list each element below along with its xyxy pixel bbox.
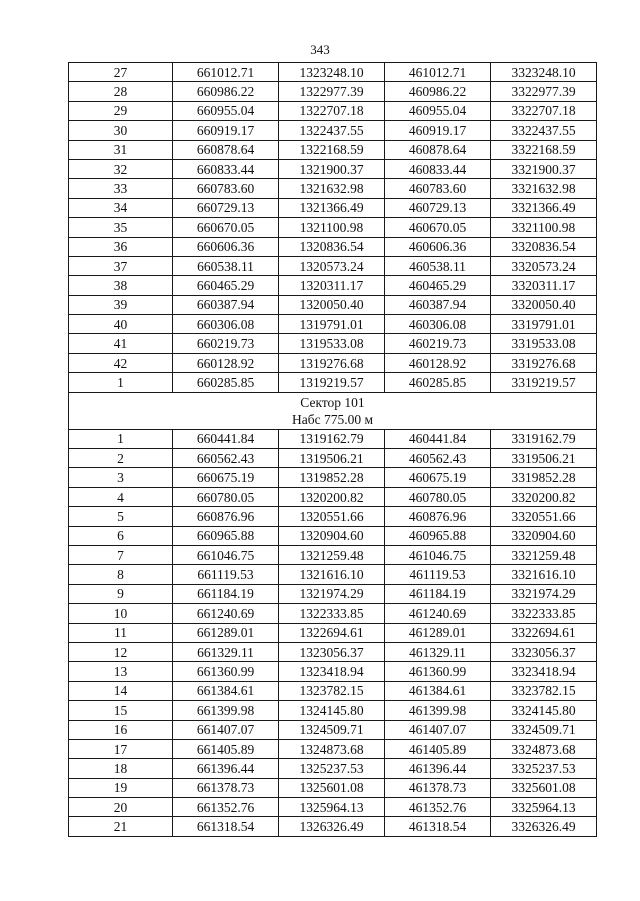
coord-x-cell: 660670.05: [173, 218, 279, 237]
coord-x2-cell: 461329.11: [385, 642, 491, 661]
coord-y-cell: 1320904.60: [279, 526, 385, 545]
coord-y2-cell: 3319506.21: [491, 449, 597, 468]
point-number-cell: 21: [69, 817, 173, 836]
point-number-cell: 40: [69, 315, 173, 334]
coord-x2-cell: 460986.22: [385, 82, 491, 101]
coord-y-cell: 1321366.49: [279, 198, 385, 217]
point-number-cell: 38: [69, 276, 173, 295]
coord-y2-cell: 3321974.29: [491, 584, 597, 603]
coord-y2-cell: 3325601.08: [491, 778, 597, 797]
coord-x2-cell: 460219.73: [385, 334, 491, 353]
coord-x2-cell: 460128.92: [385, 353, 491, 372]
table-row: [69, 101, 597, 120]
point-number-cell: 30: [69, 121, 173, 140]
coord-x2-cell: 460441.84: [385, 429, 491, 448]
coord-x-cell: 660729.13: [173, 198, 279, 217]
coord-x-cell: 660878.64: [173, 140, 279, 159]
table-row: [69, 759, 597, 778]
coord-x-cell: 661046.75: [173, 545, 279, 564]
section-header-row: [69, 392, 597, 429]
coord-y-cell: 1320836.54: [279, 237, 385, 256]
point-number-cell: 5: [69, 507, 173, 526]
coord-x2-cell: 461407.07: [385, 720, 491, 739]
coord-x2-cell: 460465.29: [385, 276, 491, 295]
table-row: [69, 82, 597, 101]
table-row: [69, 353, 597, 372]
coord-y-cell: 1321632.98: [279, 179, 385, 198]
coord-y-cell: 1322437.55: [279, 121, 385, 140]
coord-x2-cell: 461399.98: [385, 701, 491, 720]
coord-x2-cell: 460833.44: [385, 159, 491, 178]
coord-y2-cell: 3320573.24: [491, 256, 597, 275]
coord-x2-cell: 461396.44: [385, 759, 491, 778]
table-row: [69, 140, 597, 159]
coord-y-cell: 1324873.68: [279, 739, 385, 758]
coord-y-cell: 1322707.18: [279, 101, 385, 120]
coord-y2-cell: 3319533.08: [491, 334, 597, 353]
coord-x2-cell: 460606.36: [385, 237, 491, 256]
coord-x2-cell: 460538.11: [385, 256, 491, 275]
table-row: [69, 487, 597, 506]
point-number-cell: 20: [69, 798, 173, 817]
coord-y2-cell: 3326326.49: [491, 817, 597, 836]
point-number-cell: 11: [69, 623, 173, 642]
coord-x-cell: 661360.99: [173, 662, 279, 681]
point-number-cell: 32: [69, 159, 173, 178]
point-number-cell: 3: [69, 468, 173, 487]
coord-y-cell: 1323056.37: [279, 642, 385, 661]
coord-y2-cell: 3319219.57: [491, 373, 597, 392]
coord-x2-cell: 461384.61: [385, 681, 491, 700]
coord-x2-cell: 461184.19: [385, 584, 491, 603]
point-number-cell: 35: [69, 218, 173, 237]
coord-y2-cell: 3325964.13: [491, 798, 597, 817]
coord-y2-cell: 3324873.68: [491, 739, 597, 758]
coordinates-table: [68, 62, 597, 837]
coord-y2-cell: 3319791.01: [491, 315, 597, 334]
coord-y2-cell: 3320050.40: [491, 295, 597, 314]
point-number-cell: 18: [69, 759, 173, 778]
table-row: [69, 642, 597, 661]
point-number-cell: 19: [69, 778, 173, 797]
coord-x2-cell: 461046.75: [385, 545, 491, 564]
table-row: [69, 63, 597, 82]
table-row: [69, 798, 597, 817]
coord-x-cell: 660675.19: [173, 468, 279, 487]
coord-y2-cell: 3321632.98: [491, 179, 597, 198]
coord-y2-cell: 3320836.54: [491, 237, 597, 256]
coord-x2-cell: 460675.19: [385, 468, 491, 487]
point-number-cell: 7: [69, 545, 173, 564]
table-row: [69, 315, 597, 334]
table-row: [69, 468, 597, 487]
page-number: 343: [310, 42, 330, 57]
table-row: [69, 662, 597, 681]
coord-x2-cell: 460562.43: [385, 449, 491, 468]
table-row: [69, 276, 597, 295]
coord-x-cell: 660387.94: [173, 295, 279, 314]
coord-x2-cell: 460306.08: [385, 315, 491, 334]
coord-y2-cell: 3323248.10: [491, 63, 597, 82]
coord-y-cell: 1319162.79: [279, 429, 385, 448]
coord-y2-cell: 3320200.82: [491, 487, 597, 506]
table-row: [69, 295, 597, 314]
table-row: [69, 179, 597, 198]
coord-y-cell: 1321259.48: [279, 545, 385, 564]
coord-x2-cell: 461289.01: [385, 623, 491, 642]
table-row: [69, 121, 597, 140]
table-row: [69, 565, 597, 584]
coord-x-cell: 660955.04: [173, 101, 279, 120]
coord-y-cell: 1321974.29: [279, 584, 385, 603]
point-number-cell: 12: [69, 642, 173, 661]
coord-x2-cell: 460878.64: [385, 140, 491, 159]
point-number-cell: 31: [69, 140, 173, 159]
point-number-cell: 33: [69, 179, 173, 198]
coord-x-cell: 661012.71: [173, 63, 279, 82]
coord-y-cell: 1319533.08: [279, 334, 385, 353]
coord-y2-cell: 3322168.59: [491, 140, 597, 159]
point-number-cell: 39: [69, 295, 173, 314]
coord-x-cell: 661240.69: [173, 604, 279, 623]
coord-x-cell: 661396.44: [173, 759, 279, 778]
coord-x2-cell: 461352.76: [385, 798, 491, 817]
coord-y-cell: 1325601.08: [279, 778, 385, 797]
point-number-cell: 42: [69, 353, 173, 372]
point-number-cell: 16: [69, 720, 173, 739]
table-row: [69, 429, 597, 448]
coord-y2-cell: 3320551.66: [491, 507, 597, 526]
coord-x2-cell: 460919.17: [385, 121, 491, 140]
coord-y-cell: 1322694.61: [279, 623, 385, 642]
coord-x2-cell: 460285.85: [385, 373, 491, 392]
coord-y2-cell: 3322333.85: [491, 604, 597, 623]
table-row: [69, 584, 597, 603]
coord-y2-cell: 3325237.53: [491, 759, 597, 778]
coord-x-cell: 660783.60: [173, 179, 279, 198]
coord-x-cell: 660919.17: [173, 121, 279, 140]
coord-y2-cell: 3321259.48: [491, 545, 597, 564]
point-number-cell: 13: [69, 662, 173, 681]
coord-y-cell: 1322333.85: [279, 604, 385, 623]
table-row: [69, 449, 597, 468]
point-number-cell: 2: [69, 449, 173, 468]
table-row: [69, 256, 597, 275]
table-row: [69, 701, 597, 720]
coord-x-cell: 661407.07: [173, 720, 279, 739]
coord-y-cell: 1319852.28: [279, 468, 385, 487]
coord-y2-cell: 3319276.68: [491, 353, 597, 372]
point-number-cell: 1: [69, 373, 173, 392]
coord-x-cell: 660306.08: [173, 315, 279, 334]
coord-x-cell: 661289.01: [173, 623, 279, 642]
coord-x-cell: 660128.92: [173, 353, 279, 372]
coord-y2-cell: 3321100.98: [491, 218, 597, 237]
coord-y2-cell: 3323056.37: [491, 642, 597, 661]
coord-y-cell: 1321616.10: [279, 565, 385, 584]
coord-x-cell: 661184.19: [173, 584, 279, 603]
point-number-cell: 41: [69, 334, 173, 353]
coord-x2-cell: 461378.73: [385, 778, 491, 797]
coord-y-cell: 1325964.13: [279, 798, 385, 817]
table-row: [69, 739, 597, 758]
table-row: [69, 218, 597, 237]
point-number-cell: 9: [69, 584, 173, 603]
point-number-cell: 29: [69, 101, 173, 120]
coord-x-cell: 660876.96: [173, 507, 279, 526]
coord-x-cell: 660285.85: [173, 373, 279, 392]
coord-y-cell: 1319219.57: [279, 373, 385, 392]
coord-y-cell: 1319276.68: [279, 353, 385, 372]
coord-x2-cell: 460729.13: [385, 198, 491, 217]
table-row: [69, 198, 597, 217]
coord-y2-cell: 3322977.39: [491, 82, 597, 101]
coord-y-cell: 1320200.82: [279, 487, 385, 506]
section-header: [69, 392, 597, 429]
point-number-cell: 14: [69, 681, 173, 700]
table-row: [69, 159, 597, 178]
coord-y2-cell: 3320904.60: [491, 526, 597, 545]
point-number-cell: 27: [69, 63, 173, 82]
table-row: [69, 545, 597, 564]
table-row: [69, 720, 597, 739]
table-row: [69, 817, 597, 836]
coord-y2-cell: 3324145.80: [491, 701, 597, 720]
table-row: [69, 334, 597, 353]
coord-x-cell: 661399.98: [173, 701, 279, 720]
coord-x2-cell: 460780.05: [385, 487, 491, 506]
coord-y2-cell: 3319852.28: [491, 468, 597, 487]
table-row: [69, 778, 597, 797]
coord-y-cell: 1320050.40: [279, 295, 385, 314]
coord-x-cell: 660538.11: [173, 256, 279, 275]
coord-y-cell: 1326326.49: [279, 817, 385, 836]
coord-x-cell: 661329.11: [173, 642, 279, 661]
coord-x-cell: 660606.36: [173, 237, 279, 256]
coord-y2-cell: 3322707.18: [491, 101, 597, 120]
coord-y-cell: 1319791.01: [279, 315, 385, 334]
coord-x2-cell: 461318.54: [385, 817, 491, 836]
coord-y-cell: 1325237.53: [279, 759, 385, 778]
coord-y2-cell: 3322437.55: [491, 121, 597, 140]
coord-x-cell: 660780.05: [173, 487, 279, 506]
point-number-cell: 4: [69, 487, 173, 506]
coord-y2-cell: 3322694.61: [491, 623, 597, 642]
coord-y-cell: 1324145.80: [279, 701, 385, 720]
coord-x2-cell: 461360.99: [385, 662, 491, 681]
point-number-cell: 15: [69, 701, 173, 720]
coord-y2-cell: 3323782.15: [491, 681, 597, 700]
coord-x-cell: 660965.88: [173, 526, 279, 545]
coord-y-cell: 1323782.15: [279, 681, 385, 700]
table-row: [69, 373, 597, 392]
coord-x2-cell: 460387.94: [385, 295, 491, 314]
coord-y-cell: 1322168.59: [279, 140, 385, 159]
coord-x2-cell: 460965.88: [385, 526, 491, 545]
rows-before-section: [69, 63, 597, 393]
point-number-cell: 8: [69, 565, 173, 584]
coord-x-cell: 660219.73: [173, 334, 279, 353]
coord-x2-cell: 460670.05: [385, 218, 491, 237]
coord-y-cell: 1322977.39: [279, 82, 385, 101]
coord-y-cell: 1323418.94: [279, 662, 385, 681]
coord-y-cell: 1323248.10: [279, 63, 385, 82]
coord-y2-cell: 3324509.71: [491, 720, 597, 739]
table-row: [69, 604, 597, 623]
point-number-cell: 17: [69, 739, 173, 758]
table-row: [69, 526, 597, 545]
coord-y-cell: 1321900.37: [279, 159, 385, 178]
rows-after-section: [69, 429, 597, 836]
table-row: [69, 507, 597, 526]
coord-x2-cell: 460955.04: [385, 101, 491, 120]
coord-y2-cell: 3321616.10: [491, 565, 597, 584]
coord-x2-cell: 460783.60: [385, 179, 491, 198]
coord-y-cell: 1320551.66: [279, 507, 385, 526]
coord-x2-cell: 461405.89: [385, 739, 491, 758]
coord-y2-cell: 3321900.37: [491, 159, 597, 178]
section-subtitle: Набс 775.00 м: [291, 411, 374, 427]
point-number-cell: 6: [69, 526, 173, 545]
coord-x-cell: 660441.84: [173, 429, 279, 448]
coord-y-cell: 1320573.24: [279, 256, 385, 275]
section-title: Сектор 101: [300, 394, 365, 410]
coord-x-cell: 661405.89: [173, 739, 279, 758]
coord-x2-cell: 461012.71: [385, 63, 491, 82]
coord-x-cell: 661119.53: [173, 565, 279, 584]
point-number-cell: 10: [69, 604, 173, 623]
coord-x-cell: 660986.22: [173, 82, 279, 101]
point-number-cell: 28: [69, 82, 173, 101]
coord-x-cell: 660562.43: [173, 449, 279, 468]
coord-y-cell: 1320311.17: [279, 276, 385, 295]
table-row: [69, 623, 597, 642]
coord-y2-cell: 3320311.17: [491, 276, 597, 295]
coord-y2-cell: 3321366.49: [491, 198, 597, 217]
coord-y2-cell: 3319162.79: [491, 429, 597, 448]
coord-x2-cell: 460876.96: [385, 507, 491, 526]
point-number-cell: 34: [69, 198, 173, 217]
coord-x2-cell: 461119.53: [385, 565, 491, 584]
coord-y2-cell: 3323418.94: [491, 662, 597, 681]
point-number-cell: 36: [69, 237, 173, 256]
coord-x-cell: 661318.54: [173, 817, 279, 836]
coord-y-cell: 1321100.98: [279, 218, 385, 237]
coord-y-cell: 1324509.71: [279, 720, 385, 739]
point-number-cell: 37: [69, 256, 173, 275]
coord-x-cell: 661384.61: [173, 681, 279, 700]
coord-x2-cell: 461240.69: [385, 604, 491, 623]
coord-x-cell: 660833.44: [173, 159, 279, 178]
coord-x-cell: 661378.73: [173, 778, 279, 797]
coord-x-cell: 661352.76: [173, 798, 279, 817]
section-header-cell: [69, 392, 597, 429]
table-row: [69, 681, 597, 700]
coord-y-cell: 1319506.21: [279, 449, 385, 468]
table-row: [69, 237, 597, 256]
coord-x-cell: 660465.29: [173, 276, 279, 295]
point-number-cell: 1: [69, 429, 173, 448]
